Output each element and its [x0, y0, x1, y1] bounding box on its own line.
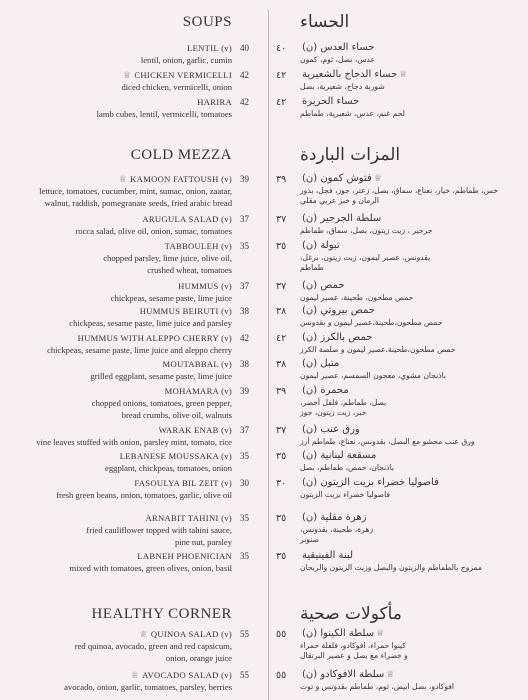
- item-name-ar-text: سلطة الجرجير (ن): [302, 213, 382, 224]
- item-name-ar-text: فتوش كمون (ن): [302, 173, 372, 184]
- item-price-en: 40: [240, 43, 249, 53]
- item-name-text: QUINOA SALAD (v): [150, 629, 232, 639]
- item-description-en: chopped onions, tomatoes, green pepper,: [91, 398, 232, 408]
- item-name-en: [197, 97, 232, 107]
- item-price-en: 35: [240, 241, 249, 251]
- item-name-text: HUMMUS (v): [178, 281, 232, 291]
- chef-hat-icon: ♕: [118, 174, 128, 184]
- item-name-ar: [302, 358, 339, 369]
- section-title-ar: الحساء: [300, 12, 350, 32]
- section-title-ar: مأكولات صحية: [300, 604, 402, 624]
- item-description-ar: باذنجان، حمص، طماطم، بصل: [300, 463, 394, 472]
- item-description-en: grilled eggplant, sesame paste, lime juice: [90, 371, 232, 381]
- item-description-en: lamb cubes, lentil, vermicelli, tomatoes: [96, 109, 232, 119]
- item-description-en: avocado, onion, garlic, tomatoes, parsley, berries: [64, 682, 232, 692]
- item-description-en: vine leaves stuffed with onion, parsley mint, tomato, rice: [36, 437, 232, 447]
- item-name-ar-text: متبل (ن): [302, 358, 340, 369]
- item-price-en: 55: [240, 629, 249, 639]
- item-price-ar: ٣٩: [276, 386, 287, 397]
- item-name-ar-text: حمص بالكرز (ن): [302, 332, 373, 343]
- item-name-ar: [302, 512, 366, 523]
- item-name-text: MOUTABBAL (v): [162, 359, 232, 369]
- item-name-ar: [302, 550, 353, 561]
- item-price-ar: ٣٧: [276, 214, 287, 225]
- item-price-ar: ٣٥: [276, 551, 287, 562]
- item-name-en: [165, 386, 232, 396]
- item-description-ar: افوكادو، بصل ابيض، ثوم، طماطم بقدونس و توت: [300, 682, 454, 691]
- item-name-ar-text: حمص بيروتي (ن): [302, 305, 375, 316]
- item-description-ar: زهرة، طحينة، بقدونس،: [300, 525, 374, 534]
- item-name-en: [187, 43, 232, 53]
- item-price-en: 55: [240, 670, 249, 680]
- item-description-en: rocca salad, olive oil, onion, sumac, tomatoes: [75, 226, 232, 236]
- item-price-ar: ٣٧: [276, 281, 287, 292]
- item-name-ar: [302, 450, 376, 461]
- item-description-ar: ورق عنب محشو مع البصل، بقدونس، نعناع، طماطم أرز: [300, 437, 475, 446]
- item-name-ar-text: زهرة مقلية (ن): [302, 512, 367, 523]
- item-name-ar: [302, 385, 349, 396]
- item-description-ar: عدس، بصل، ثوم، كمون: [300, 55, 376, 64]
- item-name-ar-text: لبنة الفينيقية: [302, 550, 353, 561]
- item-name-en: [142, 214, 232, 224]
- chef-hat-icon: ♕: [376, 629, 385, 639]
- item-price-ar: ٥٥: [276, 629, 287, 640]
- item-name-text: WARAK ENAB (v): [158, 425, 232, 435]
- item-name-ar-text: سلطة الافوكادو (ن): [302, 669, 385, 680]
- item-name-text: HARIRA: [197, 97, 232, 107]
- item-description-en: bread crumbs, olive oil, walnuts: [121, 409, 232, 420]
- item-name-ar-text: محمرة (ن): [302, 385, 349, 396]
- item-description-en: red quinoa, avocado, green and red capsicum,: [74, 641, 232, 651]
- item-name-en: [139, 629, 232, 640]
- item-description-ar: لحم غنم، عدس، شعيرية، طماطم: [300, 109, 405, 118]
- item-description-en: chopped parsley, lime juice, olive oil,: [103, 253, 232, 263]
- item-description-en: crushed wheat, tomatoes: [147, 264, 232, 275]
- item-description-ar: خس، طماطم، خيار، نعناع، سماق، بصل، زعتر، جوز، فجل، بذور: [300, 186, 498, 195]
- item-price-en: 42: [240, 97, 249, 107]
- item-price-ar: ٣٩: [276, 174, 287, 185]
- item-description-ar: كينوا حمراء، افوكادو، فلفلة حمراء: [300, 641, 406, 650]
- section-title-en: HEALTHY CORNER: [91, 606, 232, 622]
- item-description-ar: صنوبر: [300, 535, 319, 544]
- item-name-ar: [302, 280, 345, 291]
- item-description-ar: خبز، زيت زيتون، جوز: [300, 408, 367, 417]
- item-description-ar: فاصوليا خضراء بزيت الزيتون: [300, 490, 391, 499]
- item-price-en: 42: [240, 70, 249, 80]
- item-description-en: onion, orange juice: [165, 652, 232, 663]
- item-name-ar-text: تبولة (ن): [302, 240, 340, 251]
- item-name-ar: [302, 173, 382, 184]
- item-price-en: 38: [240, 306, 249, 316]
- section-title-ar: المزات الباردة: [300, 145, 401, 165]
- item-name-text: FASOULYA BIL ZEIT (v): [134, 478, 232, 488]
- item-name-text: HUMMUS BEIRUTI (v): [139, 306, 232, 316]
- item-price-en: 37: [240, 281, 249, 291]
- item-description-en: eggplant, chickpeas, tomatoes, onion: [105, 463, 232, 473]
- item-name-ar: [302, 628, 384, 639]
- item-description-ar: بقدونس، عصير ليمون، زيت زيتون، برغل،: [300, 253, 431, 262]
- item-name-ar-text: سلطة الكينوا (ن): [302, 628, 375, 639]
- item-description-ar: بصل، طماطم، فلفل أخضر،: [300, 398, 387, 407]
- item-description-en: chickpeas, sesame paste, lime juice and parsley: [69, 318, 232, 328]
- item-description-ar: شوربة دجاج، شعيرية، بصل: [300, 82, 385, 91]
- chef-hat-icon: ♕: [386, 670, 395, 680]
- item-name-ar: [302, 240, 340, 251]
- item-name-en: [137, 551, 232, 561]
- item-name-text: HUMMUS WITH ALEPPO CHERRY (v): [77, 333, 232, 343]
- item-price-ar: ٥٥: [276, 670, 287, 681]
- item-name-ar-text: مسقعة لبنانية (ن): [302, 450, 377, 461]
- item-name-en: [145, 513, 232, 523]
- item-name-text: MOHAMARA (v): [164, 386, 232, 396]
- item-description-ar: طماطم: [300, 263, 324, 272]
- item-description-en: lentil, onion, garlic, cumin: [140, 55, 232, 65]
- item-price-ar: ٣٥: [276, 451, 287, 462]
- item-name-text: LEBANESE MOUSSAKA (v): [119, 451, 232, 461]
- item-description-ar: و خضراء مع بصل و عصير البرتقال: [300, 651, 408, 660]
- item-price-ar: ٣٨: [276, 306, 287, 317]
- chef-hat-icon: ♕: [139, 629, 148, 639]
- section-title-en: SOUPS: [182, 14, 232, 30]
- item-price-ar: ٣٠: [276, 478, 287, 489]
- item-price-en: 38: [240, 359, 249, 369]
- column-divider: [268, 10, 269, 700]
- item-name-en: [134, 478, 232, 488]
- item-description-en: fried cauliflower topped with tahini sauce,: [86, 525, 232, 535]
- item-name-ar: [302, 42, 374, 53]
- item-name-ar-text: حمص (ن): [302, 280, 345, 291]
- item-name-ar-text: حساء الدجاج بالشعيرية: [302, 69, 398, 80]
- item-name-ar-text: فاصوليا خضراء بزيت الزيتون (ن): [302, 477, 439, 488]
- item-name-text: LABNEH PHOENICIAN: [137, 551, 232, 561]
- item-description-en: mixed with tomatoes, green olives, onion, basil: [69, 563, 232, 573]
- item-name-en: [131, 670, 232, 681]
- item-description-ar: جرجير ، زيت زيتون، بصل، سماق، طماطم: [300, 226, 433, 235]
- item-price-ar: ٤٢: [276, 97, 287, 108]
- item-name-text: ARNABIT TAHINI (v): [145, 513, 232, 523]
- item-name-text: CHICKEN VERMICELLI: [134, 70, 232, 80]
- item-name-en: [159, 425, 232, 435]
- item-price-ar: ٣٧: [276, 425, 287, 436]
- item-description-en: pine nut, parsley: [174, 536, 232, 547]
- chef-hat-icon: ♕: [399, 70, 408, 80]
- item-name-en: [140, 306, 232, 316]
- item-price-ar: ٤٢: [276, 70, 287, 81]
- item-name-ar-text: حساء العدس (ن): [302, 42, 375, 53]
- item-price-en: 35: [240, 513, 249, 523]
- item-name-ar: [302, 669, 394, 680]
- item-description-en: chickpeas, sesame paste, lime juice and aleppo cherry: [47, 345, 232, 355]
- chef-hat-icon: ♕: [130, 670, 140, 680]
- item-description-en: lettuce, tomatoes, cucumber, mint, sumac, onion, zaatar,: [39, 186, 232, 196]
- item-description-ar: حمص مطحون،طحينة،عصير ليمون و بقدونس: [300, 318, 443, 327]
- section-title-en: COLD MEZZA: [130, 147, 232, 163]
- item-price-en: 39: [240, 174, 249, 184]
- item-price-ar: ٤٢: [276, 333, 287, 344]
- item-name-ar: [302, 424, 360, 435]
- item-name-en: [178, 281, 232, 291]
- item-name-en: [165, 241, 232, 251]
- item-description-en: walnut, raddish, pomegranate seeds, fried arabic bread: [44, 197, 232, 208]
- item-name-en: [78, 333, 232, 343]
- item-description-en: diced chicken, vermicelli, onion: [121, 82, 232, 92]
- item-name-ar: [302, 69, 407, 80]
- item-name-text: KAMOON FATTOUSH (v): [130, 174, 232, 184]
- item-name-en: [120, 451, 232, 461]
- item-description-ar: حمص مطحون،طحينة،عصير ليمون و صلصة الكرز: [300, 345, 456, 354]
- item-price-en: 35: [240, 551, 249, 561]
- item-price-ar: ٣٥: [276, 513, 287, 524]
- item-description-en: fresh green beans, onion, tomatoes, garlic, olive oil: [56, 490, 232, 500]
- item-price-en: 42: [240, 333, 249, 343]
- item-name-text: LENTIL (v): [187, 43, 232, 53]
- item-price-en: 35: [240, 451, 249, 461]
- item-price-en: 30: [240, 478, 249, 488]
- item-name-en: [123, 70, 232, 81]
- item-name-en: [119, 174, 232, 185]
- item-price-en: 39: [240, 386, 249, 396]
- item-description-ar: باذنجان مشوي، معجون السمسم، عصير ليمون: [300, 371, 447, 380]
- item-description-en: chickpeas, sesame paste, lime juice: [110, 293, 232, 303]
- chef-hat-icon: ♕: [373, 174, 382, 184]
- item-name-ar-text: حساء الحريرة: [302, 96, 360, 107]
- item-price-ar: ٣٥: [276, 241, 287, 252]
- item-name-ar: [302, 213, 381, 224]
- item-description-ar: حمص مطحون، طحينة، عصير ليمون: [300, 293, 414, 302]
- item-description-ar: ممزوج بالطماطم والزيتون والبصل وزيت الزيتون والريحان: [300, 563, 482, 572]
- item-name-en: [163, 359, 233, 369]
- item-name-text: TABBOULEH (v): [164, 241, 232, 251]
- item-name-ar: [302, 96, 359, 107]
- item-name-ar-text: ورق عنب (ن): [302, 424, 360, 435]
- item-description-ar: الرمان و خبز عربي مقلي: [300, 196, 379, 205]
- item-price-en: 37: [240, 425, 249, 435]
- item-name-ar: [302, 305, 375, 316]
- item-name-ar: [302, 332, 372, 343]
- item-name-text: AVOCADO SALAD (v): [142, 670, 232, 680]
- item-name-text: ARUGULA SALAD (v): [142, 214, 232, 224]
- item-name-ar: [302, 477, 439, 488]
- item-price-en: 37: [240, 214, 249, 224]
- chef-hat-icon: ♕: [123, 70, 132, 80]
- item-price-ar: ٣٨: [276, 359, 287, 370]
- item-price-ar: ٤٠: [276, 43, 287, 54]
